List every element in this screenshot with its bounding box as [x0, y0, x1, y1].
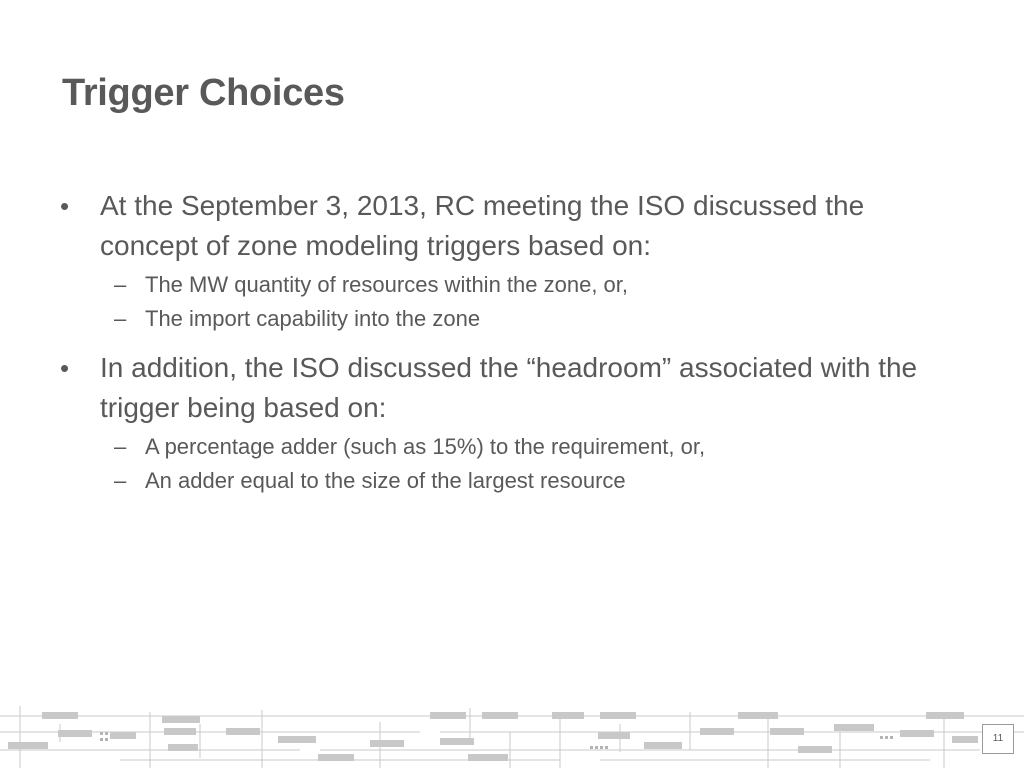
sub-item [100, 268, 958, 302]
sub-item [100, 430, 958, 464]
bullet-item [58, 348, 958, 498]
sub-list [100, 268, 958, 336]
circuit-pattern-decoration [0, 702, 1024, 768]
sub-text: The MW quantity of resources within the zone, or, [145, 272, 629, 297]
sub-item [100, 464, 958, 498]
slide-title: Trigger Choices [62, 72, 345, 114]
sub-marker: – [114, 272, 127, 297]
bullet-marker: • [60, 191, 70, 221]
bullet-text: In addition, the ISO discussed the “headroom” associated with the trigger being based on: [100, 352, 918, 423]
page-number: 11 [982, 724, 1014, 754]
sub-item [100, 302, 958, 336]
bullet-text: At the September 3, 2013, RC meeting the ISO discussed the concept of zone modeling triggers based on: [100, 190, 865, 261]
bullet-marker: • [60, 353, 70, 383]
sub-text: A percentage adder (such as 15%) to the requirement, or, [145, 434, 706, 459]
sub-text: An adder equal to the size of the largest resource [145, 468, 626, 493]
sub-marker: – [114, 434, 127, 459]
sub-text: The import capability into the zone [145, 306, 481, 331]
bullet-list [58, 186, 958, 498]
sub-marker: – [114, 306, 127, 331]
bullet-item [58, 186, 958, 336]
sub-list [100, 430, 958, 498]
sub-marker: – [114, 468, 127, 493]
